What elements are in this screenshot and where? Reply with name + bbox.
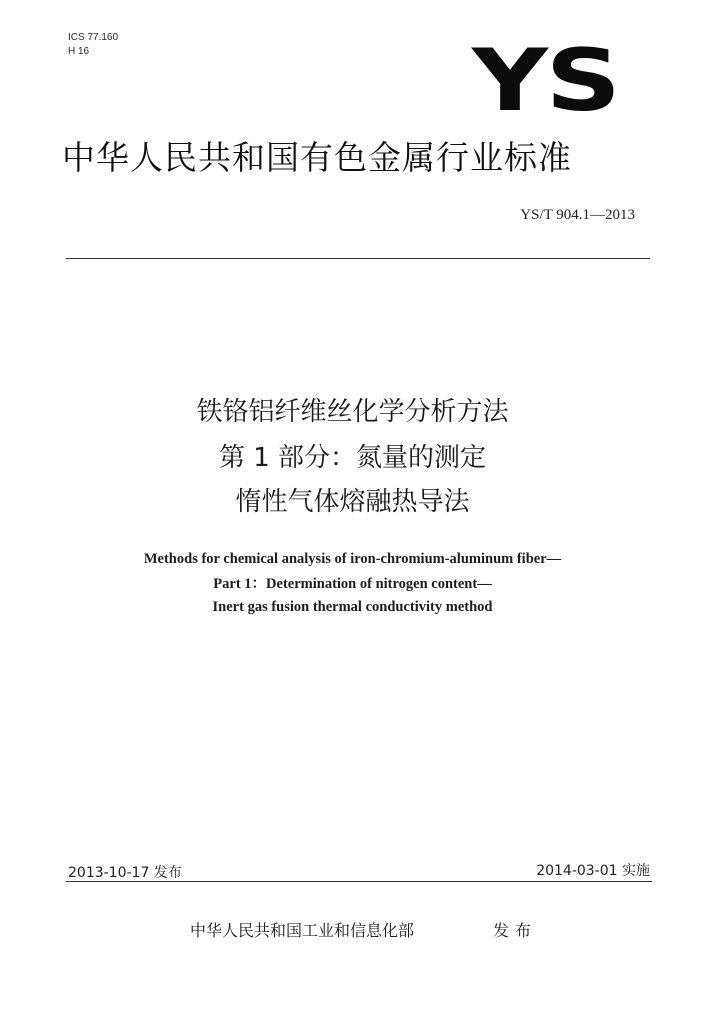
english-title-line-2: Part 1：Determination of nitrogen content— (213, 576, 492, 592)
bottom-divider (66, 881, 652, 882)
english-title-line-1: Methods for chemical analysis of iron-chromium-aluminum fiber— (143, 551, 562, 567)
ccs-code: H 16 (68, 46, 90, 57)
issuing-authority: 中华人民共和国工业和信息化部 (190, 921, 415, 940)
english-title-line-3: Inert gas fusion thermal conductivity method (212, 599, 493, 615)
chinese-title-line-2: 第 1 部分：氮量的测定 (218, 443, 487, 473)
ics-code: ICS 77.160 (68, 32, 119, 43)
chinese-title-line-3: 惰性气体熔融热导法 (235, 487, 470, 517)
issue-date: 2013-10-17 发布 (68, 865, 182, 881)
standard-category-title: 中华人民共和国有色金属行业标准 (62, 138, 572, 177)
top-divider (66, 258, 650, 259)
standard-number: YS/T 904.1—2013 (520, 207, 635, 223)
ys-logo: YS (472, 31, 619, 131)
issuing-action: 发布 (493, 921, 538, 940)
implementation-date: 2014-03-01 实施 (536, 863, 650, 879)
chinese-title-line-1: 铁铬铝纤维丝化学分析方法 (196, 397, 509, 427)
classification-codes (68, 31, 118, 59)
